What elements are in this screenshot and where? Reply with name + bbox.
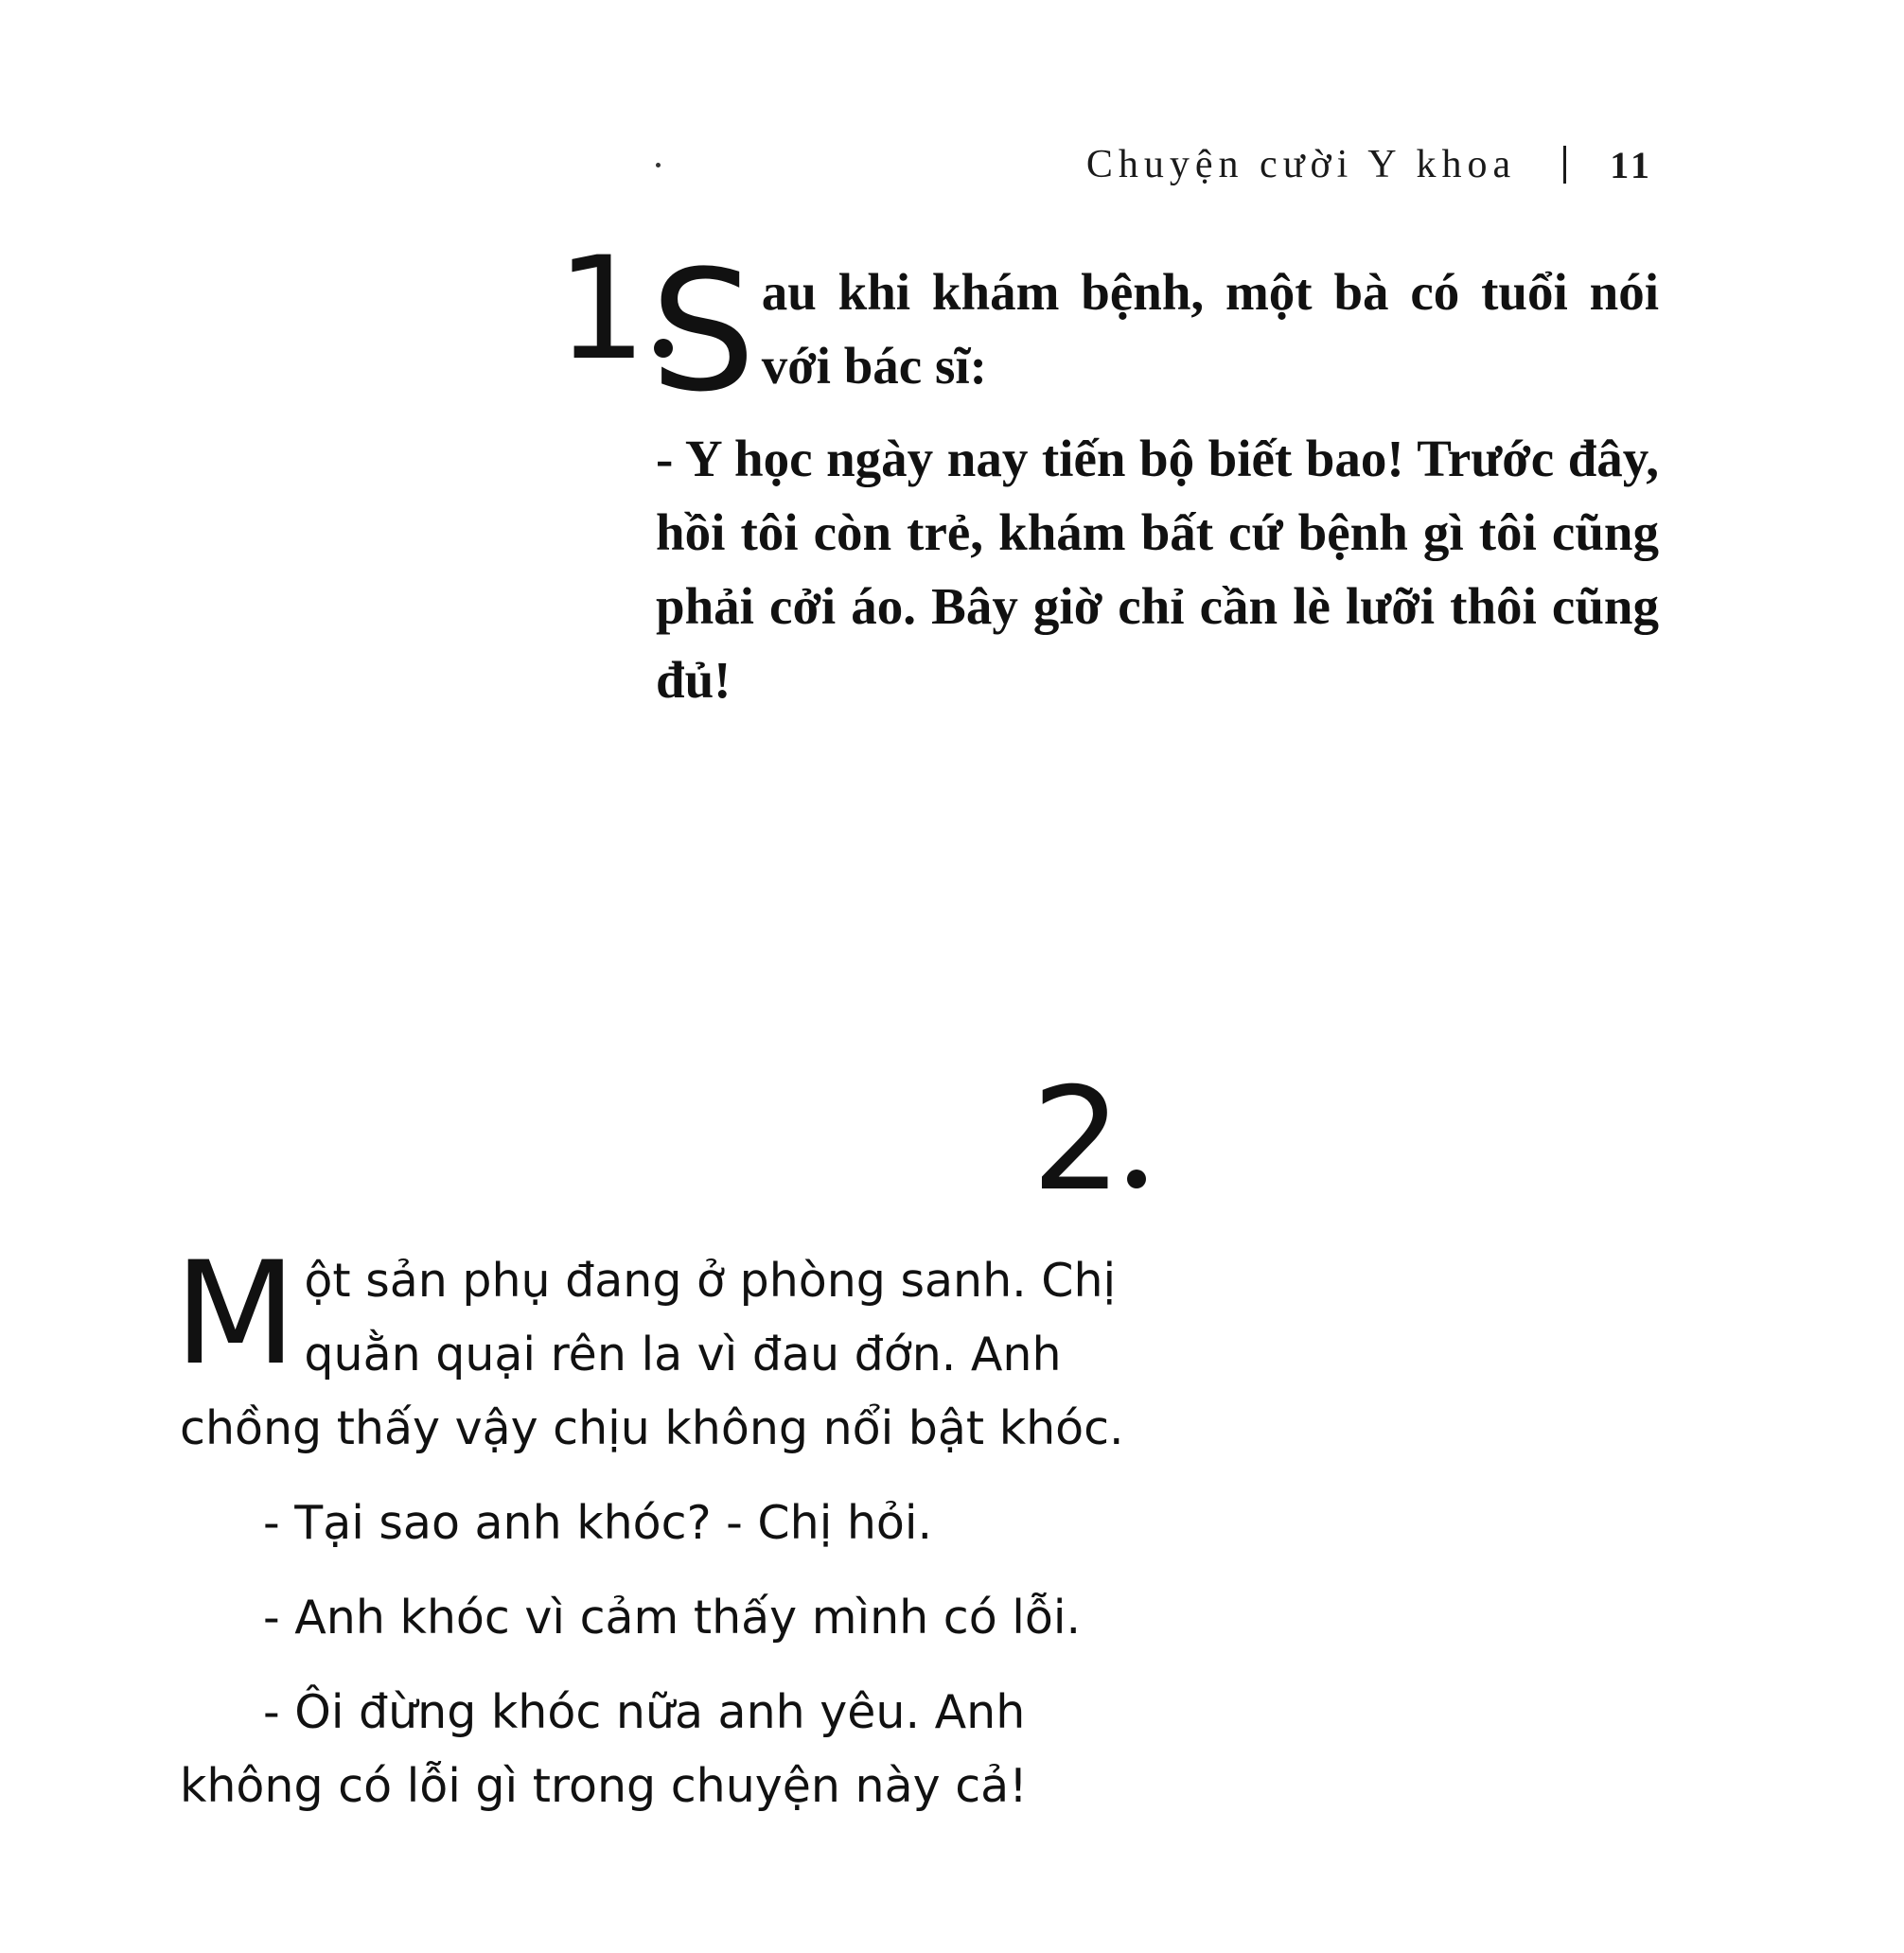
story-2-dropcap: M [174,1232,297,1397]
page-number: 11 [1610,143,1653,186]
story-1-number-text: 1 [556,227,647,392]
story-2-intro [174,1232,1145,1466]
story-2-intro-text: ột sản phụ đang ở phòng sanh. Chị quằn quại rên la vì đau đớn. Anh chồng thấy vậy chịu không nổi bật khóc. [180,1254,1124,1455]
print-speck [656,163,661,167]
story-1-intro-text: au khi khám bệnh, một bà có tuổi nói với bác sĩ: [761,263,1659,395]
story-1-intro [650,235,1659,429]
story-2-number-dot [1127,1170,1146,1188]
header-divider [1563,146,1566,184]
story-2-body [174,1232,1145,1823]
story-2-number-text: 2 [1031,1058,1122,1223]
story-1-body [650,235,1659,717]
story-2-dialogue-line: - Ôi đừng khóc nữa anh yêu. Anh không có lỗi gì trong chuyện này cả! [180,1685,1028,1813]
story-2-dialogue-line: - Anh khóc vì cảm thấy mình có lỗi. [263,1591,1082,1645]
running-header [1086,142,1653,187]
story-2-number [1031,1058,1146,1223]
running-title: Chuyện cười Y khoa [1085,143,1517,186]
story-1-dropcap: S [650,235,756,429]
story-1-dialogue: - Y học ngày nay tiến bộ biết bao! Trước đây, hồi tôi còn trẻ, khám bất cứ bệnh gì tôi cũng phải cởi áo. Bây giờ chỉ cần lè lưỡi thôi cũng đủ! [656,430,1659,709]
story-2-dialogue-line: - Tại sao anh khóc? - Chị hỏi. [263,1496,933,1550]
